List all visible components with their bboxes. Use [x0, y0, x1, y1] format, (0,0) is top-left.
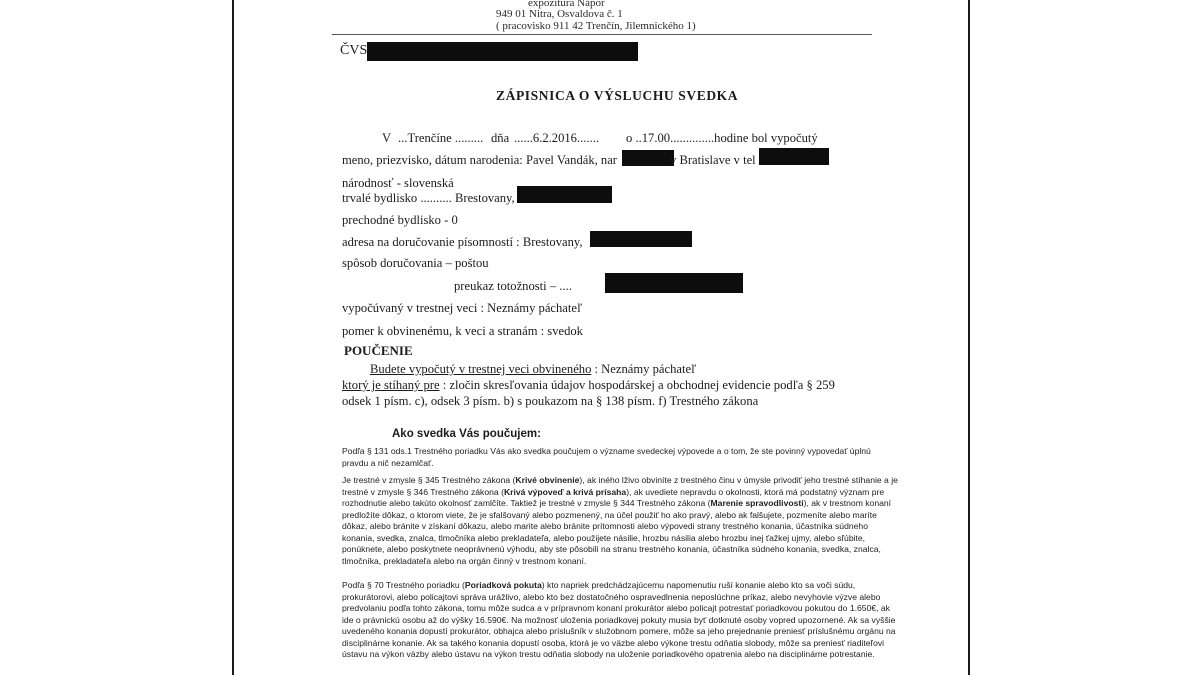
redaction-bar — [622, 150, 674, 166]
p3-text-a: Podľa § 70 Trestného poriadku ( — [342, 580, 465, 590]
intro-place: ...Trenčíne ......... — [398, 131, 484, 145]
document-title: ZÁPISNICA O VÝSLUCHU SVEDKA — [496, 88, 739, 103]
witness-paragraph-2 — [342, 475, 898, 567]
field-residence: trvalé bydlisko .......... Brestovany, — [342, 191, 515, 205]
intro-dna: dňa — [491, 131, 510, 145]
field-temp-residence: prechodné bydlisko - 0 — [342, 213, 458, 227]
field-id-card: preukaz totožnosti – .... — [454, 279, 572, 293]
redaction-bar — [367, 42, 638, 61]
header-line-1: expozitúra Nápor — [528, 0, 605, 9]
field-nationality: národnosť - slovenská — [342, 176, 454, 190]
field-name: meno, priezvisko, dátum narodenia: Pavel Vandák, nar — [342, 153, 618, 167]
witness-heading: Ako svedka Vás poučujem: — [392, 428, 541, 440]
field-delivery-address: adresa na doručovanie písomností : Brestovany, — [342, 235, 583, 249]
p2-text-d: ), ak uvediete nepravdu o okolnosti, ktorá má podstatný význam pre rozhodnutie alebo takúto okolnosť zamlčíte. Taktiež je trestné v zmysle § 344 Trestného zákona ( — [342, 486, 885, 508]
redaction-bar — [605, 273, 743, 293]
instruction-line-1-rest: : Neznámy páchateľ — [591, 362, 697, 376]
header-divider — [332, 34, 872, 35]
cvs-label: ČVS — [340, 43, 368, 58]
redaction-bar — [517, 186, 612, 203]
instruction-heading: POUČENIE — [344, 343, 413, 358]
redaction-bar — [759, 148, 829, 165]
instruction-line-3: odsek 1 písm. c), odsek 3 písm. b) s poukazom na § 138 písm. f) Trestného zákona — [342, 394, 759, 408]
intro-v: V — [382, 131, 392, 145]
witness-paragraph-1: Podľa § 131 ods.1 Trestného poriadku Vás ako svedka poučujem o význame svedeckej výpovede a o tom, že ste povinný vypovedať úplnú pravdu a nič nezamlčať. — [342, 446, 871, 468]
p2-text-c: ), ak iného lživo obviníte z trestného činu v úmysle privodiť jeho trestné stíhanie a je trestné v zmysle § 346 Trestného zákona ( — [342, 475, 898, 497]
field-case: vypočúvaný v trestnej veci : Neznámy páchateľ — [342, 301, 583, 315]
instruction-line-2-rest: : zločin skresľovania údajov hospodárskej a obchodnej evidencie podľa § 259 — [439, 378, 835, 392]
witness-paragraph-3 — [342, 580, 898, 661]
p2-text-e: ), ak v trestnom konaní predložíte dôkaz, o ktorom viete, že je sfalšovaný alebo pozmenený, na účel použiť ho ako pravý, alebo ak falšujete, pozmeníte alebo maríte dôkaz, alebo bránite v získaní dôkazu, alebo marite alebo bránite prítomnosti alebo výpovedi strany trestného konania, účastníka súdneho konania, svedka, znalca, tlmočníka alebo prekladateľa, alebo použijete násilie, hrozbu násilia alebo hrozbu inej ťažkej ujmy, alebo sľúbite, ponúknete, alebo poskytnete neoprávnenú výhodu, aby ste pôsobili na stranu trestného konania, účastníka súdneho konania, svedka, znalca, tlmočníka, prekladateľa alebo na orgán činný v trestnom konaní. — [342, 498, 892, 566]
p2-bold-false-accusation: Krivé obvinenie — [515, 475, 580, 485]
intro-date: ......6.2.2016....... — [514, 131, 600, 145]
field-birthplace-phone: v Bratislave v tel — [670, 153, 756, 167]
p3-bold-fine: Poriadková pokuta — [464, 580, 542, 590]
instruction-line-1-underlined: Budete vypočutý v trestnej veci obvineného — [370, 362, 592, 376]
p2-text-a: Je trestné v zmysle § 345 Trestného zákona ( — [342, 475, 516, 485]
header-workplace: ( pracovisko 911 42 Trenčín, Jilemnického 1) — [496, 20, 696, 32]
field-delivery-method: spôsob doručovania – poštou — [342, 256, 489, 270]
instruction-line-2 — [342, 378, 835, 393]
instruction-line-2-underlined: ktorý je stíhaný pre — [342, 378, 440, 392]
instruction-line-1 — [370, 362, 696, 377]
field-relation: pomer k obvinenému, k veci a stranám : svedok — [342, 324, 583, 338]
header-address: 949 01 Nitra, Osvaldova č. 1 — [496, 8, 623, 20]
intro-time: o ..17.00..............hodine bol vypočutý — [626, 131, 818, 145]
redaction-bar — [590, 231, 692, 247]
p2-bold-perjury: Krivá výpoveď a krivá prísaha — [503, 486, 627, 497]
p3-text-c: ) kto napriek predchádzajúcemu napomenutiu ruší konanie alebo kto sa voči súdu, prokurátorovi, alebo policajtovi správa urážlivo, alebo kto bez dostatočného ospravedlnenia neposlúchne príkaz, alebo nevyhovie výzve alebo predvolaniu podľa tohto zákona, tomu môže sudca a v prípravnom konaní prokurátor alebo policajt potrestať poriadkovou pokutou do 1.650€, ak ide o právnickú osobu až do výšky 16.590€. Na možnosť uloženia poriadkovej pokuty musia byť dotknuté osoby vopred upozornené. Ak sa vyššie uvedeného konania dopustí prokurátor, obhajca alebo príslušník v služobnom pomere, môže sa jeho prejednanie preniesť príslušnému orgánu na disciplinárne konanie. Ak sa takého konania dopustí osoba, ktorá je vo väzbe alebo výkone trestu odňatia slobody, môže sa preniesť riaditeľovi ústavu na výkon väzby alebo ústavu na výkon trestu odňatia slobody na uloženie poriadkového opatrenia alebo na disciplinárne potrestanie. — [342, 580, 896, 659]
scanned-document-page — [232, 0, 970, 675]
p2-bold-obstruction: Marenie spravodlivosti — [710, 498, 804, 508]
